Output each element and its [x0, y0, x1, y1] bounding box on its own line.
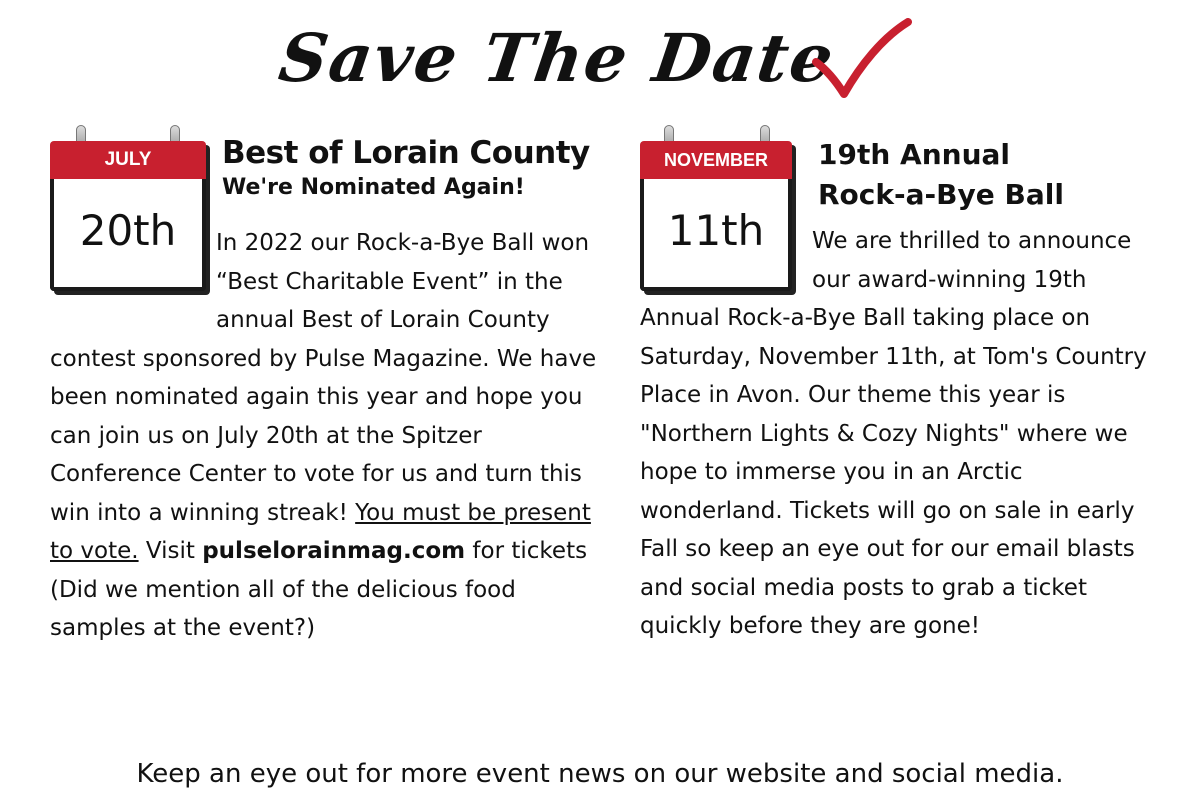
event-description — [640, 222, 1170, 646]
footer-note: Keep an eye out for more event news on our website and social media. — [136, 759, 1064, 789]
website-link[interactable]: pulselorainmag.com — [202, 538, 466, 564]
event-subtitle: We're Nominated Again! — [222, 175, 525, 200]
vote-notice: You must be present to vote. — [50, 499, 591, 564]
page-title: Save The Date — [274, 19, 840, 97]
description-visit: Visit — [138, 538, 203, 564]
description-body: We are thrilled to announce our award-winning 19th Annual Rock-a-Bye Ball taking place on Saturday, November 11th, at Tom's Country Place in Avon. Our theme this year is "Northern Lights & Cozy Nights" where we hope to immerse you in an Arctic wonderland. Tickets will go on sale in early Fall so keep an eye out for our email blasts and social media posts to grab a ticket quickly before they are gone! — [640, 228, 1147, 639]
calendar-day: 20th — [50, 179, 206, 291]
checkmark-icon — [812, 18, 912, 100]
description-intro: In 2022 our Rock-a-Bye Ball won “Best Charitable Event” in the annual Best of Lorain County contest sponsored by Pulse Magazine. We have been nominated again this year and hope you can join us on July 20th at the Spitzer Conference Center to vote for us and turn this win into a winning streak! — [50, 230, 597, 526]
calendar-month: NOVEMBER — [640, 141, 792, 179]
calendar-day: 11th — [640, 179, 792, 291]
event-description — [50, 224, 610, 648]
event-title: Best of Lorain County — [222, 135, 590, 171]
description-outro: for tickets (Did we mention all of the delicious food samples at the event?) — [50, 538, 588, 641]
event-title-line1: 19th Annual — [818, 138, 1010, 171]
calendar-month: JULY — [50, 141, 206, 179]
event-title-line2: Rock-a-Bye Ball — [818, 178, 1064, 211]
